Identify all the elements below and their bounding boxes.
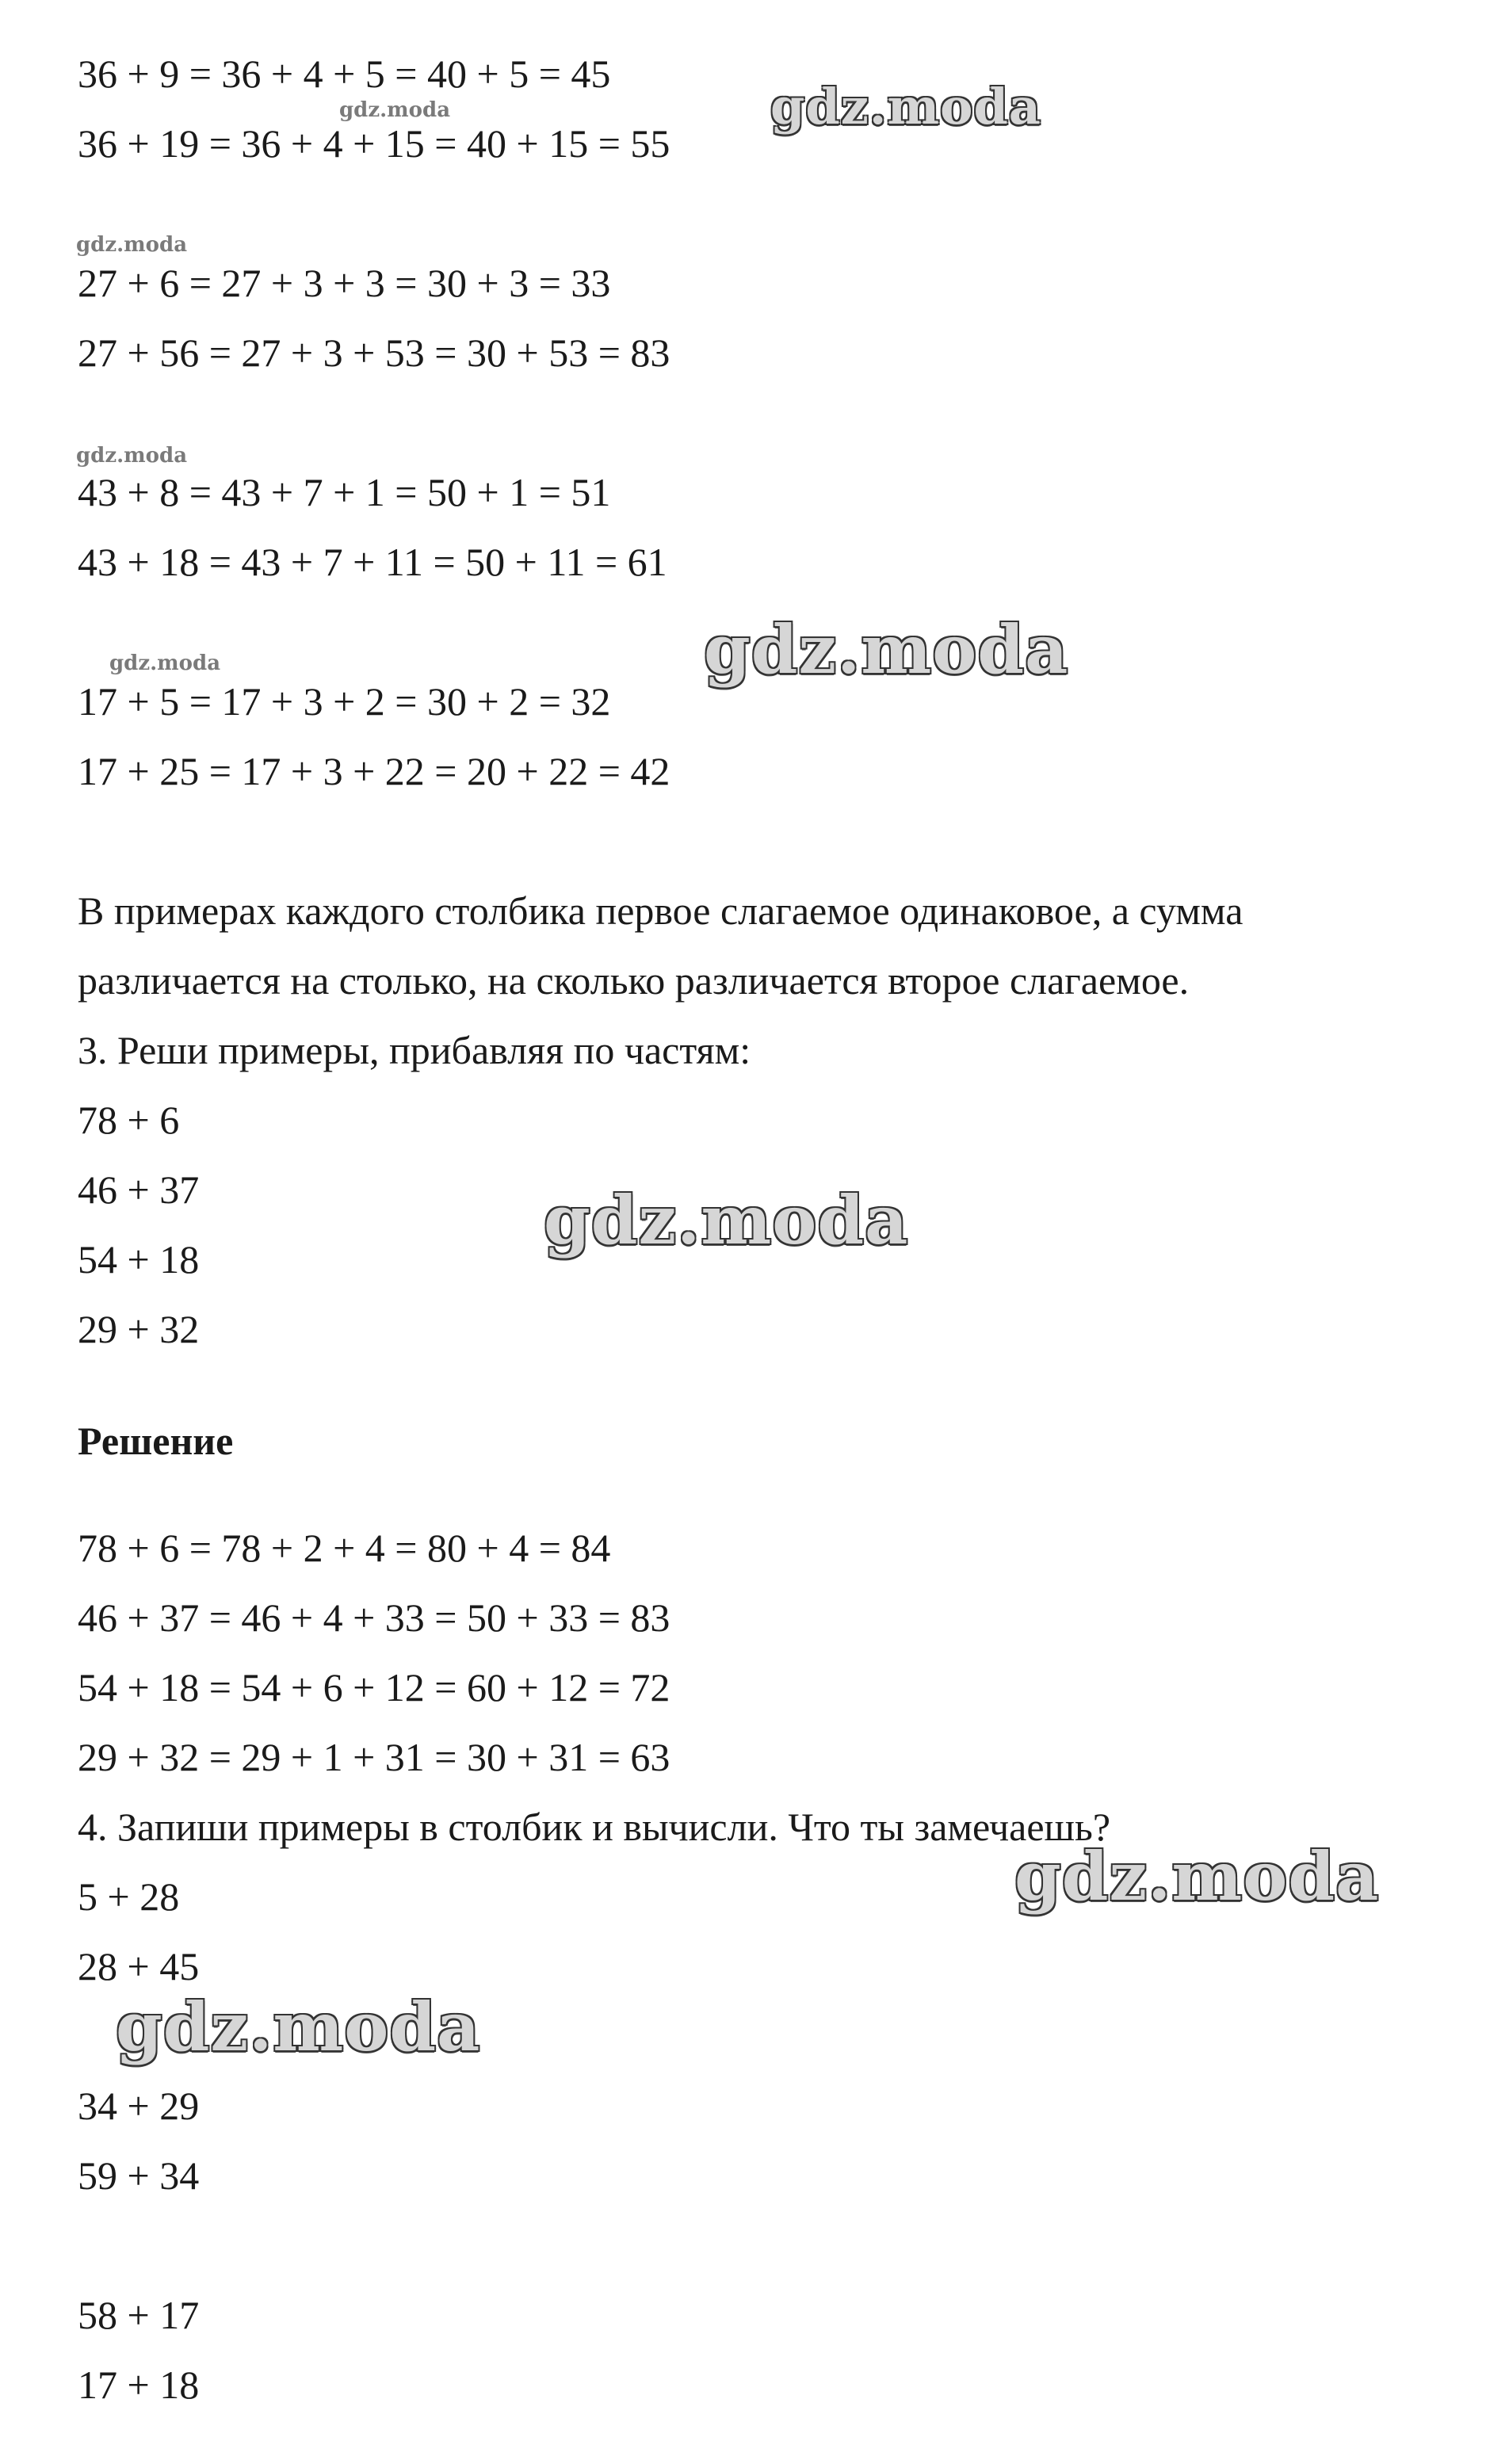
watermark: gdz.moda <box>1014 1837 1380 1916</box>
task-heading: 4. Запиши примеры в столбик и вычисли. Что ты замечаешь? <box>78 1805 1111 1849</box>
solution-heading: Решение <box>78 1419 234 1463</box>
task-item: 58 + 17 <box>78 2293 200 2337</box>
watermark: gdz.moda <box>76 233 188 257</box>
watermark: gdz.moda <box>704 610 1069 689</box>
equation-line: 43 + 18 = 43 + 7 + 11 = 50 + 11 = 61 <box>78 540 667 584</box>
task-heading: 3. Реши примеры, прибавляя по частям: <box>78 1028 751 1072</box>
task-item: 46 + 37 <box>78 1167 200 1212</box>
watermark: gdz.moda <box>116 1988 481 2066</box>
explanation-text: В примерах каждого столбика первое слагаемое одинаковое, а сумма <box>78 888 1243 933</box>
task-item: 59 + 34 <box>78 2153 200 2198</box>
task-item: 54 + 18 <box>78 1237 200 1282</box>
solution-line: 46 + 37 = 46 + 4 + 33 = 50 + 33 = 83 <box>78 1595 670 1640</box>
task-item: 28 + 45 <box>78 1944 200 1988</box>
task-item: 5 + 28 <box>78 1874 180 1919</box>
solution-line: 29 + 32 = 29 + 1 + 31 = 30 + 31 = 63 <box>78 1735 670 1779</box>
watermark: gdz.moda <box>544 1181 909 1259</box>
task-item: 29 + 32 <box>78 1307 200 1351</box>
watermark: gdz.moda <box>76 444 188 468</box>
solution-line: 54 + 18 = 54 + 6 + 12 = 60 + 12 = 72 <box>78 1665 670 1710</box>
equation-line: 17 + 25 = 17 + 3 + 22 = 20 + 22 = 42 <box>78 749 670 793</box>
equation-line: 36 + 19 = 36 + 4 + 15 = 40 + 15 = 55 <box>78 121 670 166</box>
equation-line: 27 + 6 = 27 + 3 + 3 = 30 + 3 = 33 <box>78 261 611 305</box>
watermark: gdz.moda <box>339 98 451 122</box>
equation-line: 36 + 9 = 36 + 4 + 5 = 40 + 5 = 45 <box>78 52 611 96</box>
solution-line: 78 + 6 = 78 + 2 + 4 = 80 + 4 = 84 <box>78 1526 611 1570</box>
explanation-text: различается на столько, на сколько различается второе слагаемое. <box>78 958 1190 1003</box>
task-item: 34 + 29 <box>78 2084 200 2128</box>
watermark: gdz.moda <box>109 651 221 675</box>
equation-line: 17 + 5 = 17 + 3 + 2 = 30 + 2 = 32 <box>78 679 611 724</box>
equation-line: 43 + 8 = 43 + 7 + 1 = 50 + 1 = 51 <box>78 470 611 514</box>
equation-line: 27 + 56 = 27 + 3 + 53 = 30 + 53 = 83 <box>78 330 670 375</box>
task-item: 17 + 18 <box>78 2363 200 2407</box>
task-item: 78 + 6 <box>78 1098 180 1142</box>
watermark: gdz.moda <box>770 78 1041 136</box>
